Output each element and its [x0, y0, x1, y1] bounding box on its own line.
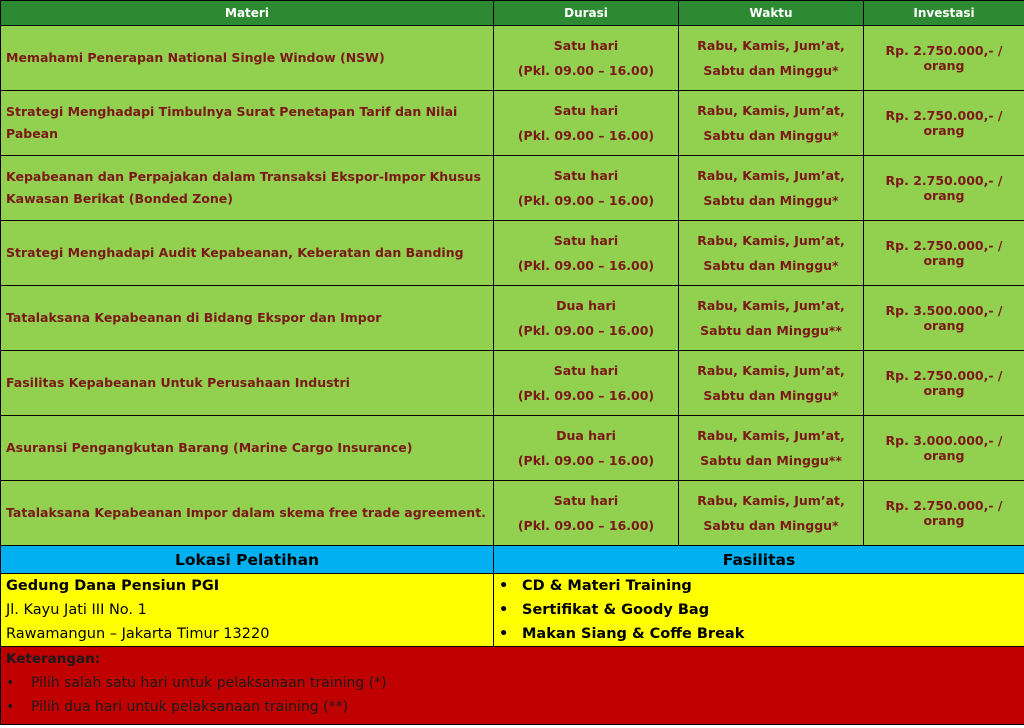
course-waktu-line: Rabu, Kamis, Jum’at, — [697, 428, 845, 443]
course-materi — [1, 91, 494, 156]
course-durasi-line: (Pkl. 09.00 – 16.00) — [517, 258, 655, 273]
keterangan-list — [1, 671, 1024, 719]
course-waktu-line: Sabtu dan Minggu* — [703, 518, 839, 533]
bullet-icon: • — [499, 602, 509, 618]
fasilitas-item-text: Sertifikat & Goody Bag — [522, 602, 710, 618]
section-header-row — [1, 546, 1024, 574]
course-materi-line: Strategi Menghadapi Audit Kepabeanan, Keberatan dan Banding — [6, 245, 464, 260]
course-waktu-line: Sabtu dan Minggu* — [703, 63, 839, 78]
course-waktu-line: Sabtu dan Minggu* — [703, 193, 839, 208]
bullet-icon: • — [499, 578, 509, 594]
course-durasi-line: Satu hari — [553, 493, 619, 508]
course-materi-line: Fasilitas Kepabeanan Untuk Perusahaan Industri — [6, 375, 350, 390]
course-row — [1, 156, 1024, 221]
keterangan-row — [1, 647, 1024, 725]
course-durasi-line: (Pkl. 09.00 – 16.00) — [517, 193, 655, 208]
course-row — [1, 416, 1024, 481]
keterangan-item — [1, 695, 1024, 719]
course-durasi — [494, 351, 679, 416]
course-durasi — [494, 156, 679, 221]
bullet-icon: • — [499, 626, 509, 642]
course-waktu — [679, 286, 864, 351]
keterangan-item — [1, 671, 1024, 695]
course-materi — [1, 221, 494, 286]
keterangan-item-text: Pilih dua hari untuk pelaksanaan training (**) — [31, 699, 349, 715]
lokasi-cell — [1, 574, 494, 647]
course-durasi-line: (Pkl. 09.00 – 16.00) — [517, 518, 655, 533]
fasilitas-item — [494, 574, 1024, 598]
course-durasi-line: (Pkl. 09.00 – 16.00) — [517, 453, 655, 468]
course-materi-line: Tatalaksana Kepabeanan di Bidang Ekspor dan Impor — [6, 310, 382, 325]
course-materi — [1, 416, 494, 481]
course-materi-line: Kepabeanan dan Perpajakan dalam Transaksi Ekspor-Impor Khusus — [6, 169, 481, 184]
fasilitas-cell — [494, 574, 1024, 647]
course-waktu — [679, 481, 864, 546]
course-materi-line: Kawasan Berikat (Bonded Zone) — [6, 191, 233, 206]
course-row — [1, 481, 1024, 546]
course-investasi: Rp. 2.750.000,- / orang — [864, 221, 1024, 286]
course-durasi-line: Dua hari — [556, 298, 616, 313]
info-row — [1, 574, 1024, 647]
course-durasi — [494, 481, 679, 546]
course-waktu-line: Rabu, Kamis, Jum’at, — [697, 298, 845, 313]
course-waktu-line: Rabu, Kamis, Jum’at, — [697, 493, 845, 508]
course-waktu-line: Sabtu dan Minggu* — [703, 258, 839, 273]
fasilitas-item — [494, 622, 1024, 646]
training-table-body — [1, 1, 1024, 725]
course-materi-line: Memahami Penerapan National Single Window (NSW) — [6, 50, 385, 65]
course-waktu-line: Rabu, Kamis, Jum’at, — [697, 38, 845, 53]
bullet-icon: • — [6, 675, 15, 691]
course-waktu-line: Sabtu dan Minggu** — [700, 453, 842, 468]
course-investasi: Rp. 2.750.000,- / orang — [864, 481, 1024, 546]
header-investasi: Investasi — [864, 1, 1024, 26]
course-durasi-line: Satu hari — [553, 233, 619, 248]
course-waktu-line: Rabu, Kamis, Jum’at, — [697, 233, 845, 248]
course-investasi: Rp. 2.750.000,- / orang — [864, 91, 1024, 156]
course-row — [1, 26, 1024, 91]
keterangan-title: Keterangan: — [6, 651, 101, 667]
course-waktu-line: Sabtu dan Minggu* — [703, 128, 839, 143]
course-investasi: Rp. 3.500.000,- / orang — [864, 286, 1024, 351]
header-durasi: Durasi — [494, 1, 679, 26]
lokasi-address: Jl. Kayu Jati III No. 1 — [6, 602, 147, 618]
course-durasi — [494, 26, 679, 91]
course-materi-line: Tatalaksana Kepabeanan Impor dalam skema free trade agreement. — [6, 505, 486, 520]
fasilitas-item-text: Makan Siang & Coffe Break — [522, 626, 745, 642]
course-waktu — [679, 416, 864, 481]
course-durasi-line: (Pkl. 09.00 – 16.00) — [517, 323, 655, 338]
course-durasi-line: (Pkl. 09.00 – 16.00) — [517, 63, 655, 78]
course-durasi-line: (Pkl. 09.00 – 16.00) — [517, 388, 655, 403]
header-row — [1, 1, 1024, 26]
fasilitas-title: Fasilitas — [494, 546, 1024, 574]
course-materi — [1, 156, 494, 221]
fasilitas-item-text: CD & Materi Training — [522, 578, 692, 594]
course-materi — [1, 351, 494, 416]
course-waktu-line: Rabu, Kamis, Jum’at, — [697, 103, 845, 118]
course-waktu-line: Sabtu dan Minggu* — [703, 388, 839, 403]
course-durasi-line: Satu hari — [553, 103, 619, 118]
course-investasi: Rp. 2.750.000,- / orang — [864, 156, 1024, 221]
lokasi-name: Gedung Dana Pensiun PGI — [6, 578, 220, 594]
course-waktu-line: Sabtu dan Minggu** — [700, 323, 842, 338]
course-waktu — [679, 91, 864, 156]
course-durasi-line: Satu hari — [553, 38, 619, 53]
course-waktu — [679, 156, 864, 221]
course-row — [1, 286, 1024, 351]
keterangan-item-text: Pilih salah satu hari untuk pelaksanaan training (*) — [31, 675, 387, 691]
header-waktu: Waktu — [679, 1, 864, 26]
course-durasi — [494, 286, 679, 351]
course-durasi-line: Dua hari — [556, 428, 616, 443]
course-waktu-line: Rabu, Kamis, Jum’at, — [697, 168, 845, 183]
fasilitas-list — [494, 574, 1024, 646]
course-investasi: Rp. 2.750.000,- / orang — [864, 351, 1024, 416]
bullet-icon: • — [6, 699, 15, 715]
course-waktu — [679, 351, 864, 416]
lokasi-title: Lokasi Pelatihan — [1, 546, 494, 574]
course-materi-line: Asuransi Pengangkutan Barang (Marine Cargo Insurance) — [6, 440, 413, 455]
lokasi-city: Rawamangun – Jakarta Timur 13220 — [6, 626, 270, 642]
course-materi — [1, 26, 494, 91]
course-durasi-line: (Pkl. 09.00 – 16.00) — [517, 128, 655, 143]
course-row — [1, 91, 1024, 156]
course-materi-line: Strategi Menghadapi Timbulnya Surat Penetapan Tarif dan Nilai Pabean — [6, 104, 458, 141]
course-durasi — [494, 416, 679, 481]
course-durasi — [494, 221, 679, 286]
course-durasi-line: Satu hari — [553, 168, 619, 183]
course-durasi — [494, 91, 679, 156]
header-materi: Materi — [1, 1, 494, 26]
course-investasi: Rp. 3.000.000,- / orang — [864, 416, 1024, 481]
course-row — [1, 351, 1024, 416]
fasilitas-item — [494, 598, 1024, 622]
course-materi — [1, 286, 494, 351]
course-waktu — [679, 26, 864, 91]
course-waktu-line: Rabu, Kamis, Jum’at, — [697, 363, 845, 378]
keterangan-cell — [1, 647, 1024, 725]
course-investasi: Rp. 2.750.000,- / orang — [864, 26, 1024, 91]
course-materi — [1, 481, 494, 546]
course-waktu — [679, 221, 864, 286]
course-row — [1, 221, 1024, 286]
course-durasi-line: Satu hari — [553, 363, 619, 378]
